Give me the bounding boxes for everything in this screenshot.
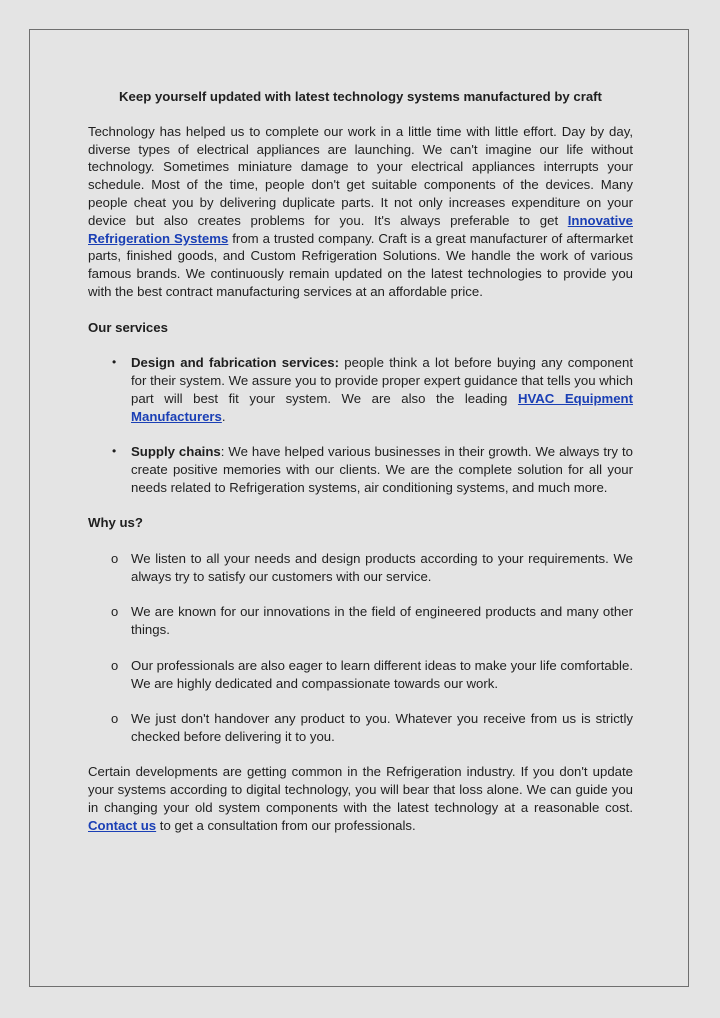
closing-text-start: Certain developments are getting common in the Refrigeration industry. If you don't update your systems according to digital technology, you will bear that loss alone. We can guide you in changing your old system components with the latest technology at a reasonable cost. <box>88 764 633 816</box>
intro-paragraph <box>88 123 633 301</box>
service-item-text: people think a lot before buying any component for their system. We assure you to provide proper expert guidance that tells you which part will best fit your system. We are also the leading <box>131 355 634 406</box>
service-item-supply <box>88 443 633 496</box>
innovative-refrigeration-link[interactable]: Innovative Refrigeration Systems <box>88 212 633 246</box>
intro-text-start: Technology has helped us to complete our work in a little time with little effort. Day by day, diverse types of electrical appliances are launching. We can't imagine our life without technology. Sometimes miniature damage to your electrical appliances interrupts your schedule. Most of the time, people don't get suitable components of the devices. Many people cheat you by delivering duplicate parts. It not only increases expenditure on your device but also creates problems for you. It's always preferable to get <box>88 123 633 228</box>
bullet-circle-icon: o <box>111 711 119 727</box>
contact-us-link[interactable]: Contact us <box>88 817 157 833</box>
why-us-list <box>88 550 633 746</box>
why-item-text: We just don't handover any product to you. Whatever you receive from us is strictly checked before delivering it to you. <box>131 711 633 744</box>
services-list <box>88 354 633 496</box>
service-item-text: : We have helped various businesses in their growth. We always try to create positive memories with our clients. We are the complete solution for all your needs related to Refrigeration systems, air conditioning systems, and much more. <box>131 444 633 495</box>
intro-text-end: from a trusted company. Craft is a great manufacturer of aftermarket parts, finished goods, and Custom Refrigeration Solutions. We handle the work of various famous brands. We continuously remain updated on the latest technologies to provide you with the best contract manufacturing services at an affordable price. <box>88 230 634 299</box>
document-title: Keep yourself updated with latest technology systems manufactured by craft <box>119 89 602 104</box>
service-item-title: Supply chains <box>131 444 221 460</box>
document-page <box>29 29 689 987</box>
why-item <box>88 657 633 693</box>
bullet-dot-icon: • <box>112 355 117 370</box>
bullet-circle-icon: o <box>111 550 119 566</box>
service-item-title: Design and fabrication services: <box>131 355 339 371</box>
closing-text-end: to get a consultation from our professionals. <box>156 817 416 833</box>
why-item-text: Our professionals are also eager to learn different ideas to make your life comfortable. We are highly dedicated and compassionate towards our work. <box>131 657 633 691</box>
closing-paragraph <box>88 763 633 834</box>
hvac-equipment-link[interactable]: HVAC Equipment Manufacturers <box>131 390 634 424</box>
why-item-text: We are known for our innovations in the field of engineered products and many other things. <box>131 604 633 638</box>
bullet-circle-icon: o <box>111 604 119 620</box>
bullet-dot-icon: • <box>112 444 117 459</box>
why-item <box>88 603 633 639</box>
why-us-heading: Why us? <box>88 515 143 531</box>
why-item <box>88 550 633 586</box>
bullet-circle-icon: o <box>111 657 119 673</box>
service-item-design <box>88 354 633 425</box>
why-item <box>88 710 633 746</box>
document-content <box>88 88 633 852</box>
service-item-tail: . <box>221 408 226 424</box>
why-item-text: We listen to all your needs and design products according to your requirements. We always try to satisfy our customers with our service. <box>131 550 633 584</box>
services-heading: Our services <box>88 319 168 335</box>
